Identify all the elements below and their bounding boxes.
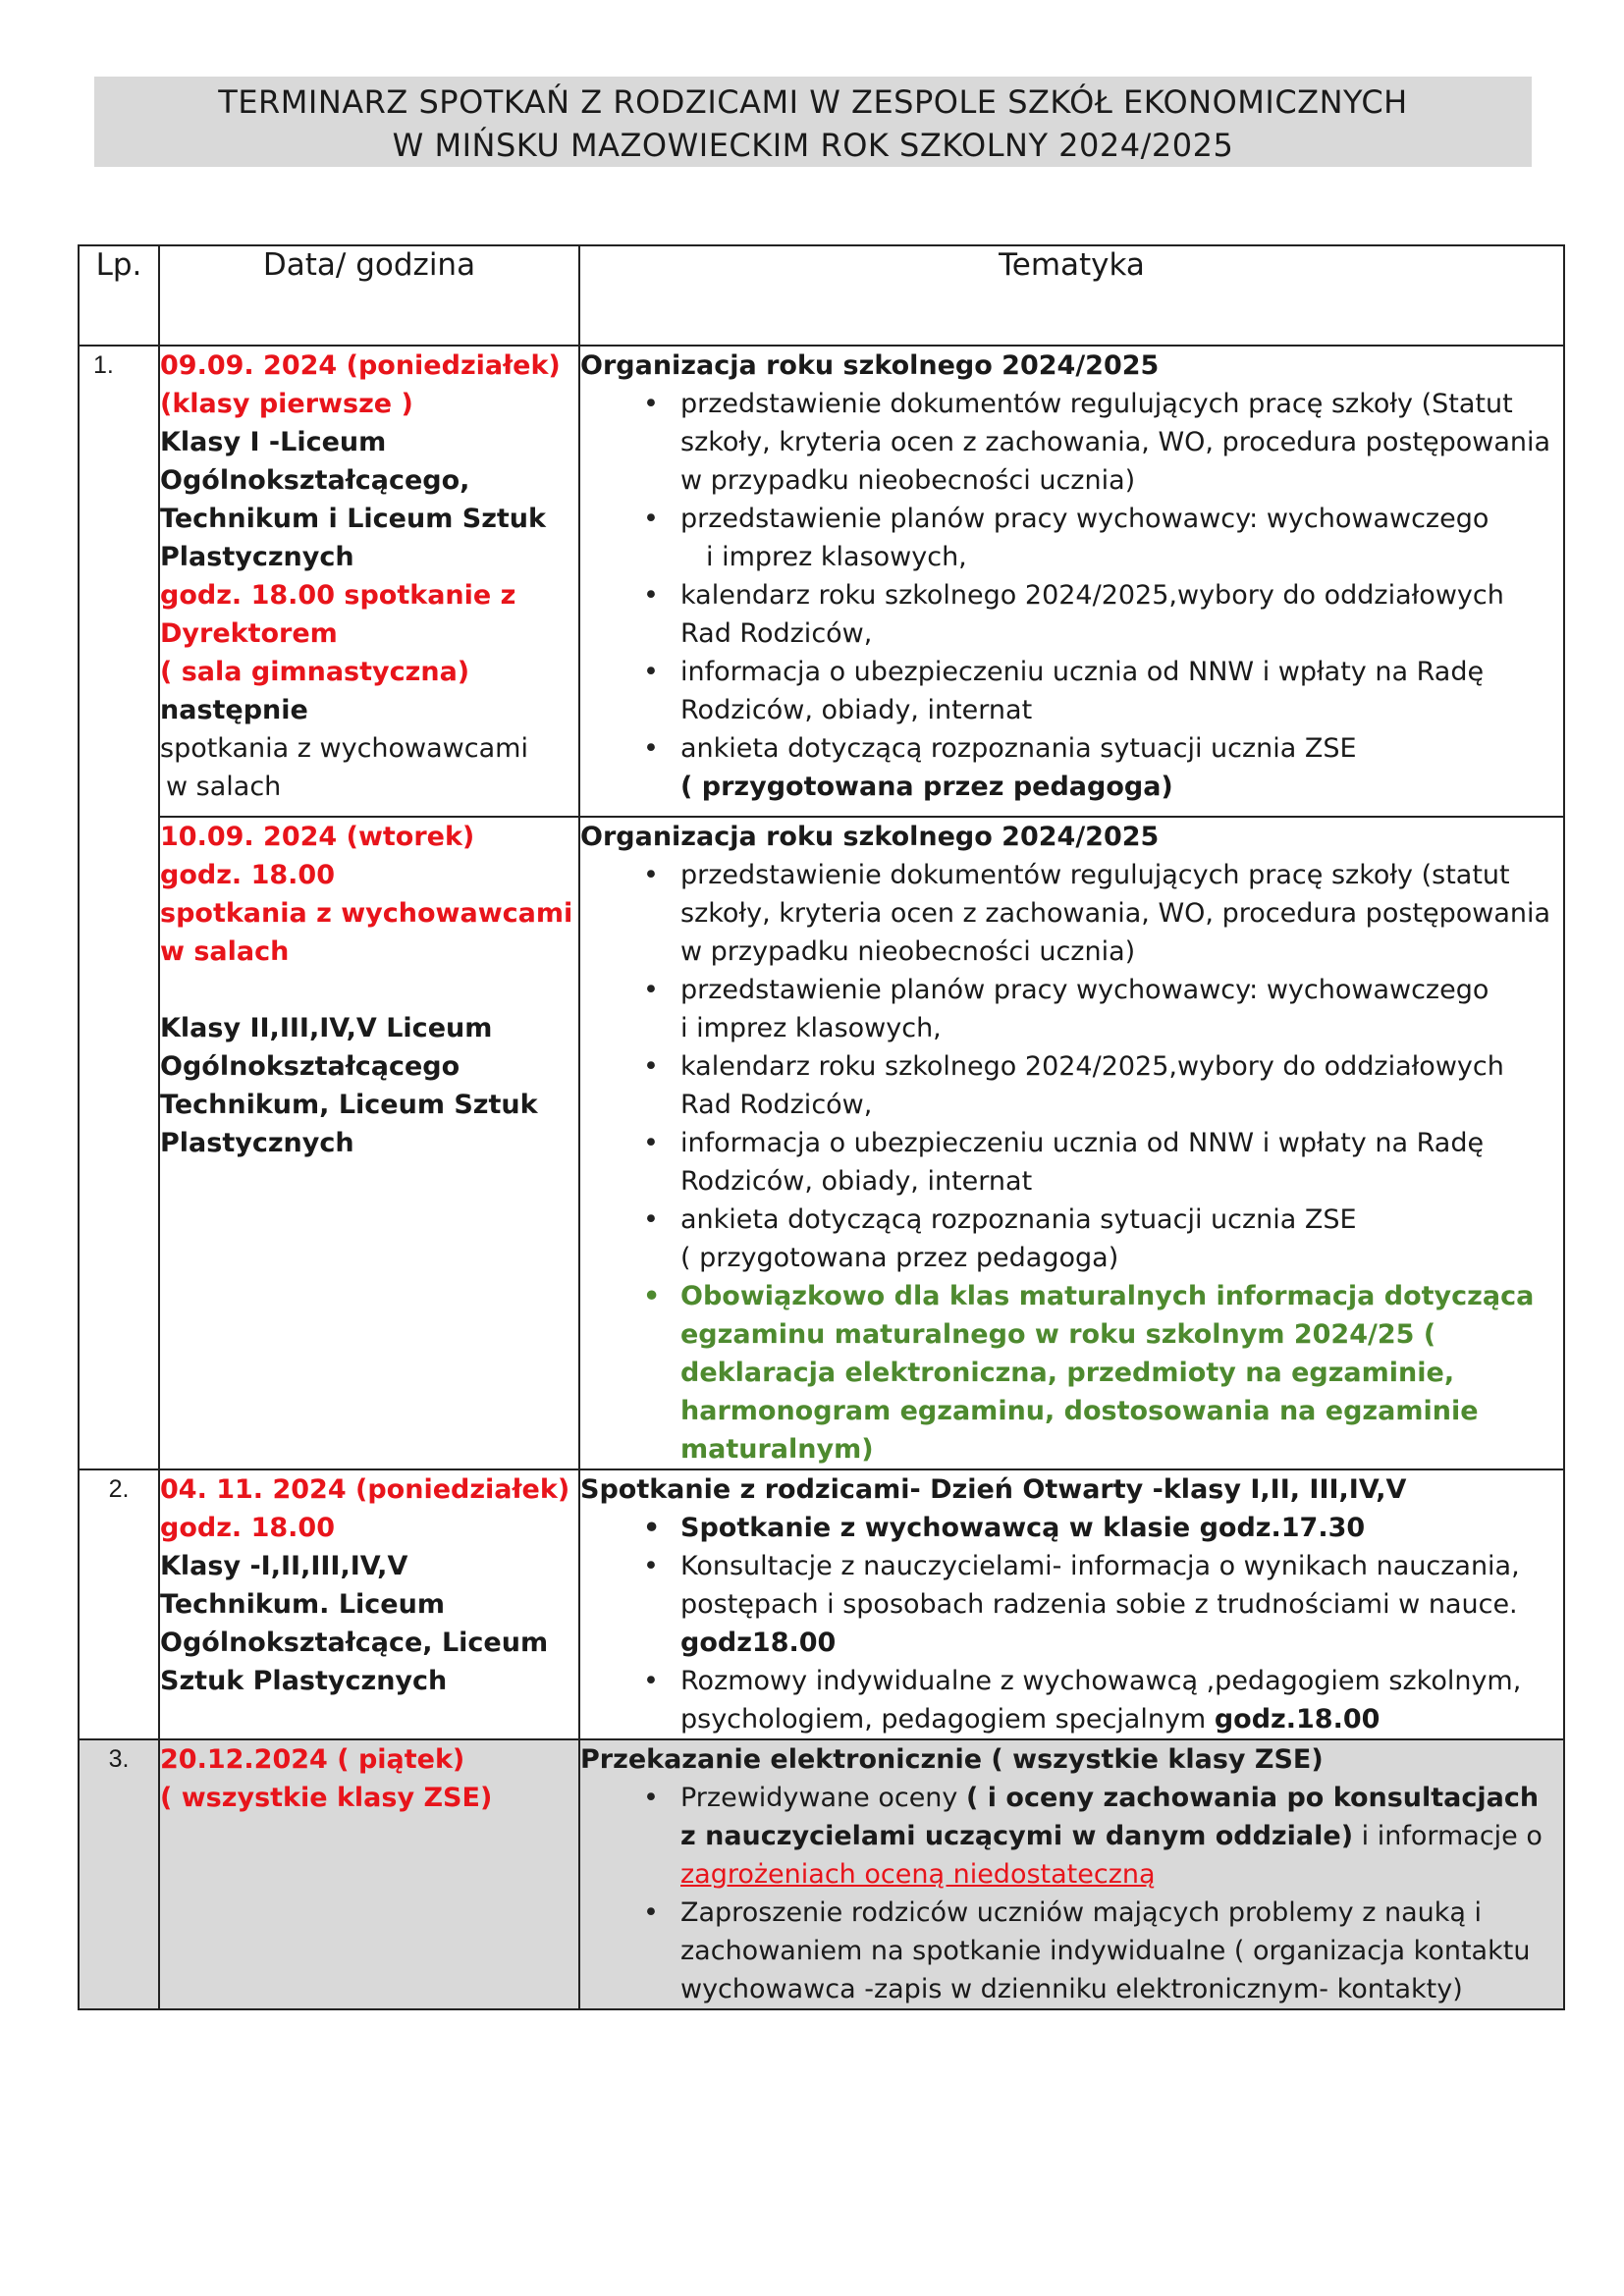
list-item: • kalendarz roku szkolnego 2024/2025,wybory do oddziałowych Rad Rodziców, [645,576,1563,653]
table-header-row [79,245,1564,346]
header-topic: Tematyka [579,245,1564,346]
list-item-text: ( i oceny zachowania po konsultacjach z nauczycielami uczącymi w danym oddziale) [680,1783,1540,1851]
meeting-class-list: Klasy II,III,IV,V Liceum Ogólnokształcącego Technikum, Liceum Sztuk Plastycznych [160,1013,538,1158]
header-date: Data/ godzina [159,245,579,346]
list-item: • kalendarz roku szkolnego 2024/2025,wybory do oddziałowych Rad Rodziców, [645,1047,1563,1124]
list-item [645,1201,1563,1277]
row-number: 3. [79,1739,159,2009]
list-item [645,1547,1563,1662]
list-item: • Zaproszenie rodziców uczniów mających problemy z nauką i zachowaniem na spotkanie indywidualne ( organizacja kontaktu wychowawca -zapis w dzienniku elektronicznym- kontakty) [645,1894,1563,2008]
list-item: • przedstawienie dokumentów regulujących pracę szkoły (Statut szkoły, kryteria ocen z zachowania, WO, procedura postępowania w przypadku nieobecności ucznia) [645,385,1563,500]
topic-heading: Przekazanie elektronicznie ( wszystkie klasy ZSE) [580,1744,1324,1775]
meeting-class-list: Klasy I -Liceum Ogólnokształcącego, Technikum i Liceum Sztuk Plastycznych [160,427,546,572]
meeting-classes: ( wszystkie klasy ZSE) [160,1783,493,1813]
header-lp: Lp. [79,245,159,346]
meeting-date: 04. 11. 2024 (poniedziałek) [160,1474,570,1505]
document-title [94,77,1532,167]
list-item [645,729,1563,806]
list-item-text: Konsultacje z nauczycielami- informacja o wynikach nauczania, postępach i sposobach radzenia sobie z trudnościami w nauce. [680,1551,1520,1620]
meeting-time: godz. 18.00 [160,860,335,890]
meeting-time: godz. 18.00 spotkanie z Dyrektorem [160,580,516,649]
topic-list [580,385,1563,806]
list-item: • przedstawienie dokumentów regulujących pracę szkoły (statut szkoły, kryteria ocen z zachowania, WO, procedura postępowania w przypadku nieobecności ucznia) [645,856,1563,971]
date-cell [159,1739,579,2009]
meeting-class-list: Klasy -I,II,III,IV,V Technikum. Liceum Ogólnokształcące, Liceum Sztuk Plastycznych [160,1551,549,1696]
topic-heading: Organizacja roku szkolnego 2024/2025 [580,822,1160,852]
topic-cell [579,1739,1564,2009]
list-item-text: Przewidywane oceny [680,1783,958,1813]
topic-list [580,856,1563,1468]
topic-heading: Organizacja roku szkolnego 2024/2025 [580,350,1160,381]
meeting-classes: (klasy pierwsze ) [160,389,413,419]
list-item [645,1779,1563,1894]
meeting-date: 09.09. 2024 (poniedziałek) [160,350,561,381]
list-item-text: ankieta dotyczącą rozpoznania sytuacji ucznia ZSE [680,1204,1357,1235]
list-item: • Obowiązkowo dla klas maturalnych informacja dotycząca egzaminu maturalnego w roku szkolnym 2024/25 ( deklaracja elektroniczna, przedmioty na egzaminie, harmonogram egzaminu, dostosowania na egzaminie maturalnym) [645,1277,1563,1468]
list-item-text: zagrożeniach oceną niedostateczną [680,1859,1156,1890]
table-row [79,1469,1564,1739]
date-cell [159,1469,579,1739]
topic-list [580,1779,1563,2008]
list-item-text: i imprez klasowych, [706,542,967,572]
topic-list [580,1509,1563,1738]
meeting-date: 10.09. 2024 (wtorek) [160,822,475,852]
list-item [645,971,1563,1047]
list-item-text: godz18.00 [680,1628,837,1658]
table-row [79,346,1564,817]
table-row [79,817,1564,1469]
list-item-text: ( przygotowana przez pedagoga) [680,1243,1119,1273]
list-item: • informacja o ubezpieczeniu ucznia od NNW i wpłaty na Radę Rodziców, obiady, internat [645,653,1563,729]
list-item-text: i informacje o [1361,1821,1543,1851]
topic-cell [579,817,1564,1469]
meeting-detail: spotkania z wychowawcami w salach [160,898,573,967]
row-number: 2. [79,1469,159,1739]
list-item-text: ( przygotowana przez pedagoga) [680,772,1173,802]
topic-cell [579,346,1564,817]
list-item: • Spotkanie z wychowawcą w klasie godz.17.30 [645,1509,1563,1547]
meeting-next-detail: spotkania z wychowawcami [160,733,528,764]
list-item-text: przedstawienie planów pracy wychowawcy: wychowawczego [680,975,1489,1005]
title-line-1: TERMINARZ SPOTKAŃ Z RODZICAMI W ZESPOLE SZKÓŁ EKONOMICZNYCH [218,83,1408,121]
list-item-text: i imprez klasowych, [680,1013,942,1043]
list-item-text: ankieta dotyczącą rozpoznania sytuacji ucznia ZSE [680,733,1357,764]
schedule-table [78,244,1565,2010]
table-row [79,1739,1564,2009]
topic-cell [579,1469,1564,1739]
topic-heading: Spotkanie z rodzicami- Dzień Otwarty -klasy I,II, III,IV,V [580,1474,1407,1505]
meeting-next-place: w salach [166,772,282,802]
date-cell [159,346,579,817]
row-number: 1. [79,346,159,1469]
list-item [645,500,1563,576]
meeting-next: następnie [160,695,308,725]
date-cell [159,817,579,1469]
list-item-text: przedstawienie planów pracy wychowawcy: wychowawczego [680,504,1489,534]
list-item: • informacja o ubezpieczeniu ucznia od NNW i wpłaty na Radę Rodziców, obiady, internat [645,1124,1563,1201]
list-item [645,1662,1563,1738]
meeting-time: godz. 18.00 [160,1513,335,1543]
meeting-place: ( sala gimnastyczna) [160,657,470,687]
meeting-date: 20.12.2024 ( piątek) [160,1744,465,1775]
list-item-text: godz.18.00 [1214,1704,1380,1735]
list-item-text: Rozmowy indywidualne z wychowawcą ,pedagogiem szkolnym, psychologiem, pedagogiem specjalnym [680,1666,1522,1735]
title-line-2: W MIŃSKU MAZOWIECKIM ROK SZKOLNY 2024/2025 [392,127,1234,164]
